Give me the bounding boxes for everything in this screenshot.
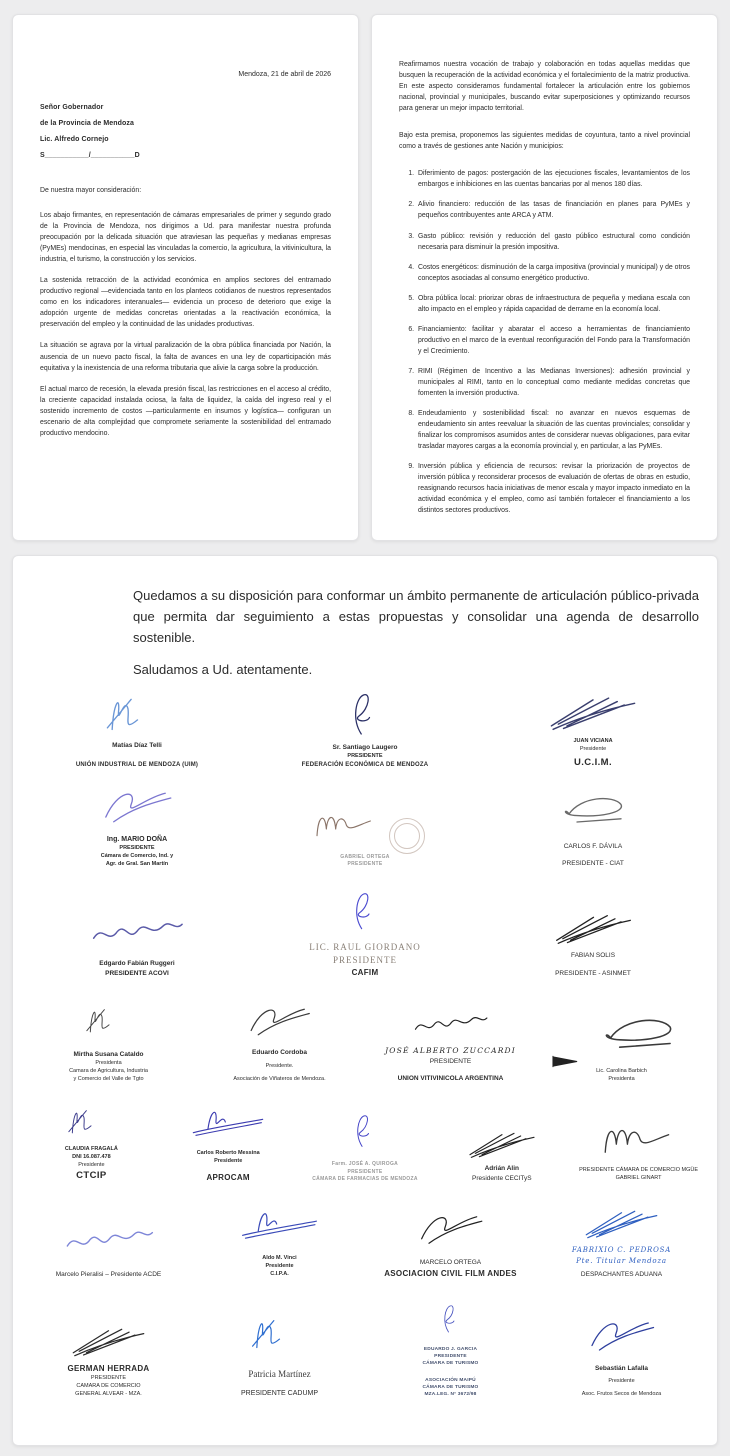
- letter-page-2: [371, 14, 718, 541]
- letter-pages-row: [12, 14, 718, 541]
- signature-block: [23, 1216, 194, 1279]
- signatory-line: Adrián Alin: [484, 1165, 519, 1173]
- signatory-line: CLAUDIA FRAGALÁ: [64, 1145, 118, 1152]
- signatory-line: FEDERACIÓN ECONÓMICA DE MENDOZA: [301, 761, 429, 768]
- signature-art: [237, 1193, 322, 1255]
- signatory-line: Sebastián Lafalla: [594, 1364, 649, 1372]
- signature-block: [536, 1008, 707, 1084]
- signature-art: [90, 780, 185, 835]
- signatory-line: y Comercio del Valle de Tgto: [73, 1075, 144, 1082]
- signatory-line: C.I.P.A.: [270, 1271, 289, 1278]
- signature-art: [325, 879, 405, 941]
- letter-paragraph: Bajo esta premisa, proponemos las siguientes medidas de coyuntura, tanto a nivel provincial como a través de gestiones ante Nación y municipios:: [399, 132, 690, 151]
- signature-row: [23, 683, 707, 769]
- signatory-line: FABIAN SOLIS: [570, 952, 616, 960]
- signature-art: [391, 1208, 511, 1252]
- signatory-line: Pte. Titular Mendoza: [576, 1256, 667, 1265]
- signature-block: [479, 905, 707, 978]
- signatory-line: GERMAN HERRADA: [67, 1364, 150, 1374]
- signatory-line: Matías Díaz Telli: [112, 742, 162, 750]
- signature-icon: [330, 1099, 400, 1161]
- measure-item: 3. Gasto público: revisión y reducción del gasto público estructural como condición necesaria para disminuir la presión impositiva.: [416, 231, 690, 253]
- signatory-line: MARCELO ORTEGA: [419, 1259, 482, 1267]
- signature-block: [365, 1004, 536, 1084]
- signature-art: [90, 683, 185, 741]
- signatory-line: CÁMARA DE FARMACIAS DE MENDOZA: [312, 1175, 418, 1182]
- signatory-line: Carlos Roberto Messina: [196, 1149, 260, 1156]
- signature-icon: [237, 996, 322, 1048]
- signature-icon: [237, 1193, 322, 1255]
- signature-block: [23, 780, 251, 869]
- signatory-line: PRESIDENTE: [429, 1057, 472, 1065]
- signatory-line: EDUARDO J. GARCIA: [423, 1347, 478, 1353]
- signature-art: [457, 1124, 547, 1164]
- signatory-line: FABRIXIO C. PEDROSA: [571, 1246, 672, 1255]
- signatory-line: PRESIDENTE: [119, 844, 155, 851]
- signatory-line: CTCIP: [76, 1170, 107, 1182]
- recipient-line: de la Provincia de Mendoza: [40, 120, 135, 127]
- signature-row: [23, 1094, 707, 1184]
- signature-art: [82, 907, 192, 959]
- signature-row: [23, 1289, 707, 1399]
- round-stamp-icon: [389, 818, 425, 854]
- signatory-line: Presidenta: [95, 1059, 122, 1066]
- signature-block: [479, 686, 707, 770]
- signatory-line: Presidente.: [265, 1062, 294, 1069]
- measure-item: 4. Costos energéticos: disminución de la carga impositiva (provincial y municipal) y de otros conceptos asociadas al consumo energético productivo.: [416, 262, 690, 284]
- signature-icon: [325, 879, 405, 941]
- signatory-line: PRESIDENTE: [347, 1168, 383, 1175]
- signature-art: [56, 1319, 161, 1363]
- signature-icon: [90, 683, 185, 741]
- letter-paragraph: La sostenida retracción de la actividad económica en amplios sectores del entramado productivo regional —evidenciada tanto en los planteos cotidianos de nuestros representados como en los indicadores interanuales— evidencia un proceso de deterioro que exige la adopción urgente de medidas concretas orientadas a la reactivación económica, la preservación del empleo y la continuidad de las unidades productivas.: [40, 277, 331, 329]
- recipient-line: Señor Gobernador: [40, 104, 104, 111]
- closing-paragraph: Quedamos a su disposición para conformar un ámbito permanente de articulación público-privada que permita dar seguimiento a estas propuestas y consolidar una agenda de desarrollo sostenible.: [133, 588, 699, 645]
- signatory-line: Asociación de Viñateros de Mendoza.: [233, 1075, 326, 1082]
- signatory-line: Agr. de Gral. San Martín: [105, 860, 169, 867]
- signature-block: [251, 879, 479, 979]
- signature-icon: [457, 1124, 547, 1164]
- signature-block: [23, 683, 251, 769]
- signature-art: [330, 1099, 400, 1161]
- signature-art: [305, 796, 425, 854]
- signature-block: [251, 796, 479, 869]
- signature-art: [54, 1216, 164, 1266]
- signature-block: [23, 1094, 160, 1184]
- signatory-line: PRESIDENTE: [347, 752, 383, 759]
- signatory-line: Presidente CECITyS: [471, 1174, 532, 1182]
- signatory-line: Presidente: [608, 1377, 635, 1384]
- signatory-line: PRESIDENTE: [434, 1354, 467, 1360]
- signature-block: [479, 790, 707, 869]
- signatory-line: Edgardo Fabián Ruggeri: [99, 960, 175, 968]
- signatory-line: Aldo M. Vinci: [262, 1255, 297, 1262]
- letter-paragraph: El actual marco de recesión, la elevada presión fiscal, las restricciones en el acceso al crédito, la creciente capacidad instalada ociosa, la falta de liquidez, la caída del ingreso real y el sostenido incremento de costos —particularmente en insumos y logística— configuran un escenario de alta complejidad que compromete seriamente la sostenibilidad del entramado productivo mendocino.: [40, 385, 331, 437]
- signature-block: [194, 996, 365, 1083]
- signatory-line: LIC. RAUL GIORDANO: [309, 941, 421, 952]
- signature-icon: [237, 1302, 322, 1362]
- signatory-line: CÁMARA DE TURISMO: [422, 1361, 479, 1367]
- signature-art: [237, 996, 322, 1048]
- signature-art: [74, 988, 144, 1050]
- signatory-line: APROCAM: [206, 1172, 250, 1182]
- pennant-logo-icon: [551, 1055, 579, 1068]
- letter-paragraph: Reafirmamos nuestra vocación de trabajo y colaboración en todas aquellas medidas que busquen la recuperación de la actividad económica y el fortalecimiento de la matriz productiva. En este aspecto consideramos fundamental fortalecer la articulación entre los gobiernos nacional, provincial y municipales, buscando evitar superposiciones y optimizando recursos para generar un mejor impacto territorial.: [399, 61, 690, 113]
- signature-art: [574, 1201, 669, 1245]
- signature-grid: [23, 683, 707, 1398]
- signatory-line: ASOCIACIÓN MAIPÚ: [425, 1378, 476, 1383]
- signature-icon: [583, 1008, 693, 1068]
- signature-row: [23, 1193, 707, 1279]
- signature-art: [56, 1094, 126, 1146]
- signature-art: [551, 1008, 693, 1068]
- signatory-line: Cámara de Comercio, Ind. y: [100, 852, 174, 859]
- signatory-line: Presidente: [579, 745, 607, 752]
- salutation: De nuestra mayor consideración:: [40, 187, 142, 194]
- signatory-line: CAFIM: [351, 967, 379, 977]
- signatory-line: GABRIEL ORTEGA: [340, 854, 390, 861]
- signature-icon: [90, 780, 185, 835]
- signature-art: [577, 1309, 667, 1364]
- signatory-line: Mirtha Susana Cataldo: [73, 1051, 144, 1059]
- signature-icon: [577, 1309, 667, 1364]
- signature-icon: [591, 1112, 686, 1167]
- signature-block: [365, 1208, 536, 1279]
- signature-icon: [82, 907, 192, 959]
- signatory-line: GENERAL ALVEAR - MZA.: [75, 1390, 142, 1397]
- signature-block: [536, 1201, 707, 1279]
- signatory-line: Presidente: [78, 1161, 105, 1168]
- signature-block: [23, 988, 194, 1083]
- signature-row: [23, 780, 707, 869]
- signature-art: [398, 1004, 503, 1046]
- signatory-line: Presidenta: [608, 1075, 635, 1082]
- measure-item: 6. Financiamiento: facilitar y abaratar el acceso a herramientas de financiamiento productivo en el marco de la eventual reconfiguración del Fondo para la Transformación y el Crecimiento.: [416, 324, 690, 357]
- signatory-line: Asoc. Frutos Secos de Mendoza: [581, 1390, 662, 1397]
- signature-art: [237, 1302, 322, 1362]
- signature-art: [536, 905, 651, 951]
- signature-art: [188, 1094, 268, 1150]
- signatory-line: Marcelo Pieralisi – Presidente ACDE: [55, 1270, 162, 1278]
- measure-item: 8. Endeudamiento y sostenibilidad fiscal: no avanzar en nuevos esquemas de endeudamiento sin antes reevaluar la situación de las cuentas provinciales; consolidar y finalizar los compromisos asumidos antes de considerar nuevas obligaciones, para evitar trasladar mayores cargas a la economía provincial y, en particular, a las PyMEs.: [416, 408, 690, 452]
- signatory-line: Presidente: [214, 1157, 243, 1164]
- farewell-line: Saludamos a Ud. atentamente.: [133, 662, 313, 678]
- signatory-line: Camara de Agricultura, Industria: [69, 1067, 148, 1074]
- measure-item: 9. Inversión pública y eficiencia de recursos: revisar la priorización de proyectos de inversión pública y reconsiderar procesos de evaluación de ofertas de obras en estudio, reasignando recursos hacia iniciativas de menor escala y mayor impacto inmediato en la actividad económica y el empleo, como así también fortalecer el financiamiento a los distintos sectores productivos.: [416, 461, 690, 516]
- signature-icon: [56, 1319, 161, 1363]
- signatory-line: PRESIDENTE - CIAT: [562, 860, 624, 868]
- signature-icon: [398, 1004, 503, 1046]
- signature-art: [591, 1112, 686, 1167]
- signatory-line: JUAN VICIANA: [573, 737, 613, 744]
- signature-icon: [74, 988, 144, 1050]
- signatory-line: PRESIDENTE ACOVI: [105, 969, 169, 977]
- signatory-line: Ing. MARIO DOÑA: [106, 835, 168, 843]
- measures-list: [399, 168, 690, 516]
- recipient-line: Lic. Alfredo Cornejo: [40, 136, 109, 143]
- signatory-line: PRESIDENTE CÁMARA DE COMERCIO MGÜE: [579, 1167, 699, 1174]
- letter-paragraph: Los abajo firmantes, en representación de cámaras empresariales de primer y segundo grado de la Provincia de Mendoza, nos dirigimos a Ud. para manifestar nuestra profunda preocupación por la delicada situación que atraviesan las pequeñas y medianas empresas (PyMEs) mendocinas, en especial las vinculadas la comercio, la agricultura, la vitivinicultura, la industria, el turismo, la construcción y los servicios.: [40, 212, 331, 264]
- signature-icon: [533, 686, 653, 738]
- signatory-line: Lic. Carolina Barbich: [596, 1067, 647, 1074]
- signature-block: [433, 1124, 570, 1183]
- letter-date: Mendoza, 21 de abril de 2026: [238, 71, 331, 78]
- signature-block: [297, 1099, 434, 1183]
- signatory-line: DNI 16.087.478: [72, 1153, 111, 1160]
- signatory-line: JOSÉ ALBERTO ZUCCARDI: [385, 1045, 516, 1055]
- signature-icon: [56, 1094, 126, 1146]
- signatory-line: UNION VITIVINICOLA ARGENTINA: [397, 1075, 504, 1083]
- signature-icon: [305, 796, 385, 854]
- signature-art: [538, 790, 648, 838]
- signature-block: [536, 1309, 707, 1399]
- signature-block: [365, 1289, 536, 1399]
- signatory-line: Eduardo Cordoba: [252, 1049, 307, 1057]
- signatory-line: ASOCIACION CIVIL FILM ANDES: [384, 1268, 517, 1278]
- signature-block: [251, 683, 479, 769]
- signature-row: [23, 988, 707, 1083]
- signatory-line: PRESIDENTE CADUMP: [240, 1389, 318, 1397]
- signature-block: [23, 907, 251, 978]
- signatory-line: Sr. Santiago Laugero: [332, 744, 398, 752]
- signatory-line: Presidente: [265, 1263, 294, 1270]
- signature-icon: [54, 1216, 164, 1266]
- signature-icon: [574, 1201, 669, 1245]
- signatory-line: GABRIEL GINART: [615, 1175, 662, 1182]
- letter-page-1: [12, 14, 359, 541]
- signature-icon: [538, 790, 648, 838]
- signatory-line: PRESIDENTE: [333, 954, 397, 965]
- measure-item: 7. RIMI (Régimen de Incentivo a las Medianas Inversiones): adhesión provincial y municipales al RIMI, tanto en lo conceptual como mediante medidas concretas que fomenten la inversión productiva.: [416, 366, 690, 399]
- letter-paragraph: La situación se agrava por la virtual paralización de la obra pública financiada por Nación, la ausencia de un nuevo pacto fiscal, la falta de avances en una ley de coparticipación más equitativa y la inexistencia de una reforma tributaria que alivie la carga sobre la producción.: [40, 342, 331, 372]
- signature-icon: [320, 683, 410, 743]
- signatory-line: DESPACHANTES ADUANA: [580, 1270, 663, 1278]
- signatory-line: PRESIDENTE: [347, 861, 383, 868]
- signature-block: [194, 1193, 365, 1279]
- signature-icon: [536, 905, 651, 951]
- signatory-line: PRESIDENTE - ASINMET: [555, 969, 631, 977]
- signatory-line: CARLOS F. DÁVILA: [563, 842, 623, 850]
- signatory-line: PRESIDENTE: [90, 1374, 127, 1381]
- signature-block: [570, 1112, 707, 1183]
- measure-item: 5. Obra pública local: priorizar obras de infraestructura de pequeña y mediana escala con alto impacto en el empleo y rápida capacidad de derrame en la economía local.: [416, 293, 690, 315]
- signature-icon: [188, 1094, 268, 1150]
- signatures-page: [12, 555, 718, 1446]
- signatory-line: MZA.LEG. N° 3672/98: [424, 1391, 477, 1397]
- signature-icon: [391, 1208, 511, 1252]
- signature-block: [194, 1302, 365, 1399]
- signatory-line: U.C.I.M.: [573, 756, 613, 768]
- measure-item: 2. Alivio financiero: reducción de las tasas de financiación en planes para PyMEs y pequeños contribuyentes ante ARCA y ATM.: [416, 199, 690, 221]
- measure-item: 1. Diferimiento de pagos: postergación de las ejecuciones fiscales, levantamientos de los embargos e inhibiciones en las cuentas bancarias por al menos 180 días.: [416, 168, 690, 190]
- signature-block: [160, 1094, 297, 1184]
- signatory-line: Farm. JOSÉ A. QUIROGA: [331, 1161, 399, 1168]
- signatory-line: CAMARA DE COMERCIO: [76, 1382, 141, 1389]
- signature-block: [23, 1319, 194, 1399]
- signatory-line: UNIÓN INDUSTRIAL DE MENDOZA (UIM): [75, 761, 199, 768]
- recipient-line: S___________/___________D: [40, 152, 140, 159]
- signature-row: [23, 879, 707, 979]
- signature-art: [320, 683, 410, 743]
- signatory-line: Patricia Martínez: [248, 1368, 311, 1379]
- signature-art: [533, 686, 653, 738]
- recipient-block: [40, 104, 331, 159]
- signatory-line: CÁMARA DE TURISMO: [422, 1384, 479, 1390]
